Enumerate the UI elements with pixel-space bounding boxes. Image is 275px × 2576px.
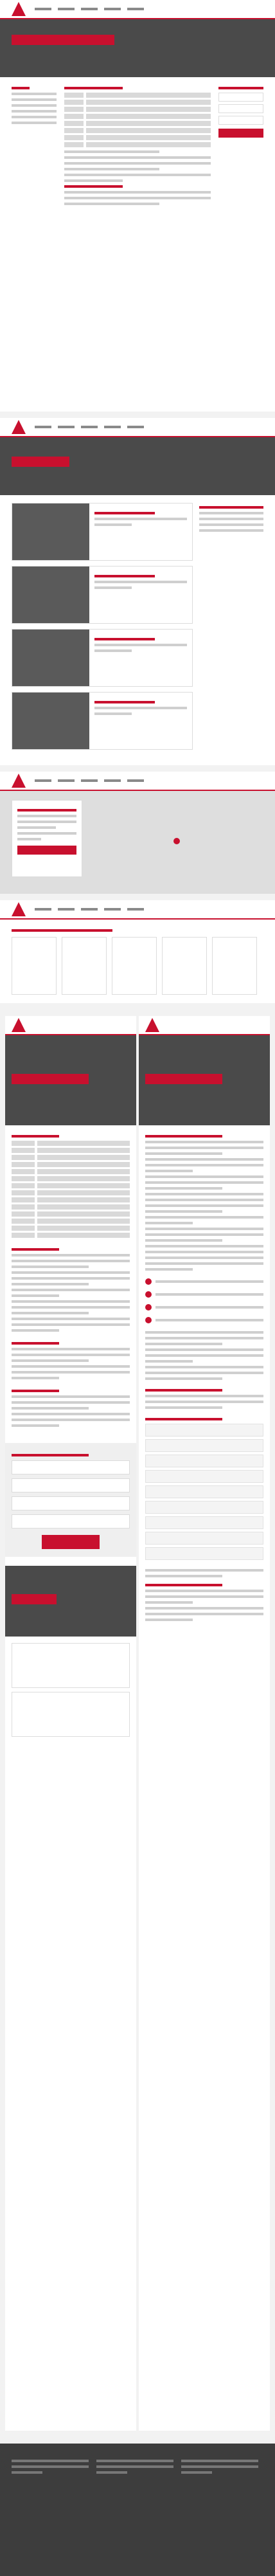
logo-icon[interactable] (12, 2, 26, 16)
hero-banner (139, 1035, 270, 1125)
partner-logo (145, 1516, 263, 1529)
submit-button[interactable] (42, 1535, 100, 1549)
form-field[interactable] (12, 1514, 130, 1528)
site-header (0, 772, 275, 791)
main-content (64, 84, 211, 208)
partner-logo (145, 1455, 263, 1467)
footer (0, 2444, 275, 2576)
site-header (5, 1016, 136, 1035)
logo-icon[interactable] (12, 902, 26, 916)
partner-logo (145, 1532, 263, 1545)
sidebar (12, 84, 57, 208)
map-pin-icon (173, 836, 180, 848)
contact-button[interactable] (17, 846, 76, 855)
news-banner (5, 1566, 136, 1637)
news-card[interactable] (12, 692, 193, 750)
logo-icon[interactable] (12, 774, 26, 788)
mobile-page-training (5, 1016, 136, 2431)
form-field[interactable] (218, 104, 263, 113)
desktop-page-contacts (0, 772, 275, 894)
news-card[interactable] (12, 629, 193, 687)
features-list (145, 1277, 263, 1325)
form-field[interactable] (218, 116, 263, 125)
menu-item[interactable] (81, 8, 98, 10)
partner-logo (145, 1485, 263, 1498)
hero-banner (0, 437, 275, 495)
news-card[interactable] (12, 1643, 130, 1688)
license-thumbnail[interactable] (162, 937, 207, 995)
logo-icon[interactable] (12, 1018, 26, 1032)
logo-icon[interactable] (12, 420, 26, 434)
form-field[interactable] (12, 1460, 130, 1474)
mobile-pages (0, 1016, 275, 2431)
form-field[interactable] (218, 93, 263, 102)
hero-banner (0, 19, 275, 77)
submit-button[interactable] (218, 129, 263, 138)
desktop-page-news (0, 418, 275, 765)
partner-logo (145, 1470, 263, 1483)
partner-logo (145, 1439, 263, 1452)
partner-logo (145, 1501, 263, 1514)
request-form (218, 84, 263, 208)
site-header (0, 900, 275, 920)
hero-title-bar (12, 457, 69, 467)
menu-item[interactable] (127, 8, 144, 10)
partner-logo (145, 1424, 263, 1437)
license-thumbnail[interactable] (12, 937, 57, 995)
news-card[interactable] (12, 566, 193, 624)
contacts-card (12, 800, 82, 877)
site-header (0, 0, 275, 19)
desktop-page-licenses (0, 900, 275, 1003)
form-field[interactable] (12, 1496, 130, 1510)
request-form (5, 1443, 136, 1557)
license-thumbnail[interactable] (112, 937, 157, 995)
form-field[interactable] (12, 1478, 130, 1492)
mobile-page-about (139, 1016, 270, 2431)
main-menu (35, 8, 144, 10)
partner-logo (145, 1547, 263, 1560)
news-sidebar (199, 503, 263, 750)
hero-title-bar (12, 35, 114, 45)
logo-icon[interactable] (145, 1018, 159, 1032)
menu-item[interactable] (58, 8, 75, 10)
site-header (0, 418, 275, 437)
news-card[interactable] (12, 503, 193, 561)
menu-item[interactable] (35, 8, 51, 10)
hero-banner (5, 1035, 136, 1125)
menu-item[interactable] (104, 8, 121, 10)
license-thumbnail[interactable] (62, 937, 107, 995)
news-card[interactable] (12, 1692, 130, 1737)
license-thumbnail[interactable] (212, 937, 257, 995)
desktop-page-1 (0, 0, 275, 412)
site-header (139, 1016, 270, 1035)
